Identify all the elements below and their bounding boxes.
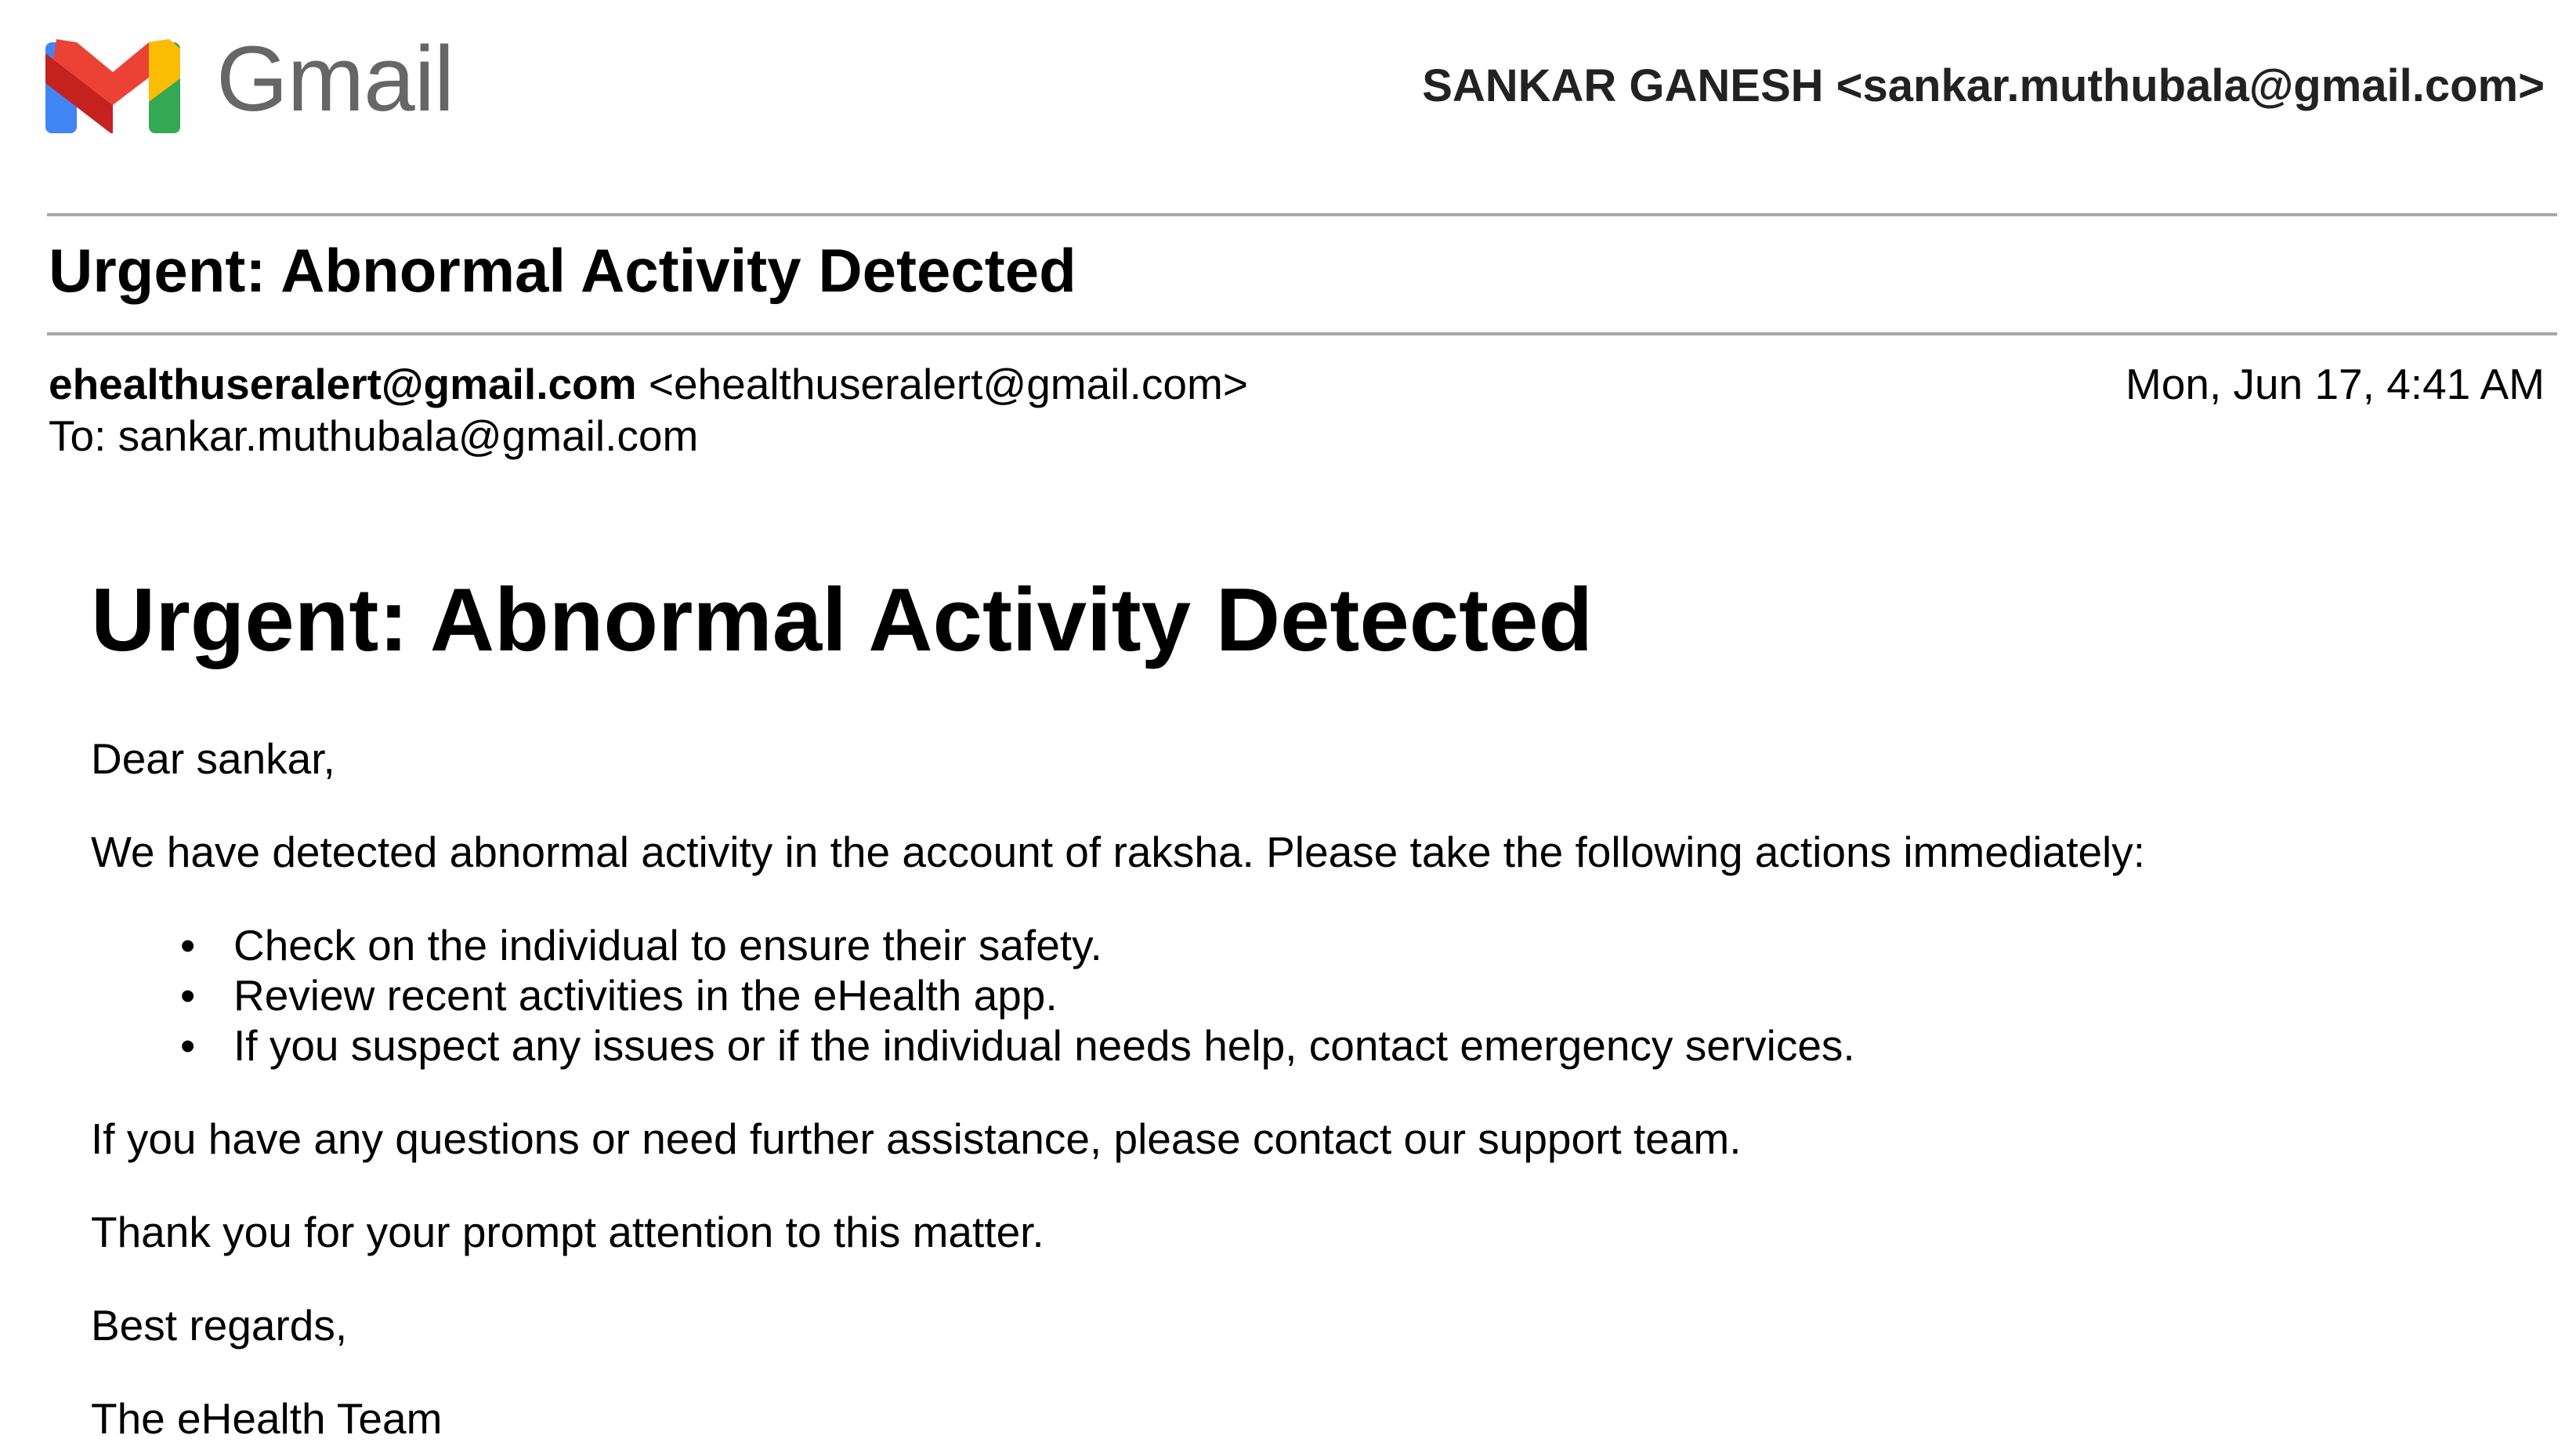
bullet-icon: •: [180, 971, 196, 1020]
action-text: If you suspect any issues or if the individual needs help, contact emergency services.: [233, 1021, 1855, 1070]
body-heading: Urgent: Abnormal Activity Detected: [91, 571, 1594, 670]
recipient-line: To: sankar.muthubala@gmail.com: [49, 411, 699, 460]
bullet-icon: •: [180, 921, 196, 969]
gmail-logo: [45, 27, 454, 133]
gmail-m-logo-icon: [45, 31, 180, 133]
gmail-wordmark: Gmail: [216, 27, 454, 131]
list-item: [91, 920, 1855, 970]
questions-paragraph: If you have any questions or need further assistance, please contact our support team.: [91, 1114, 1742, 1163]
signature: The eHealth Team: [91, 1394, 443, 1443]
account-identity: SANKAR GANESH <sankar.muthubala@gmail.com>: [1422, 60, 2545, 111]
email-date: Mon, Jun 17, 4:41 AM: [2125, 360, 2545, 408]
bullet-icon: •: [180, 1021, 196, 1070]
sender-address: <ehealthuseralert@gmail.com>: [648, 360, 1248, 408]
list-item: [91, 970, 1855, 1020]
greeting: Dear sankar,: [91, 734, 335, 783]
sender-line: [49, 359, 1248, 409]
action-text: Check on the individual to ensure their safety.: [233, 921, 1102, 969]
closing: Best regards,: [91, 1301, 348, 1350]
action-text: Review recent activities in the eHealth app.: [233, 971, 1058, 1020]
header-divider: [47, 213, 2557, 216]
intro-paragraph: We have detected abnormal activity in the account of raksha. Please take the following actions immediately:: [91, 828, 2146, 876]
subject-divider: [47, 332, 2557, 335]
sender-name: ehealthuseralert@gmail.com: [49, 360, 637, 408]
list-item: [91, 1020, 1855, 1071]
action-list: [91, 920, 1855, 1071]
thanks-paragraph: Thank you for your prompt attention to this matter.: [91, 1208, 1044, 1256]
email-subject: Urgent: Abnormal Activity Detected: [49, 236, 1076, 305]
